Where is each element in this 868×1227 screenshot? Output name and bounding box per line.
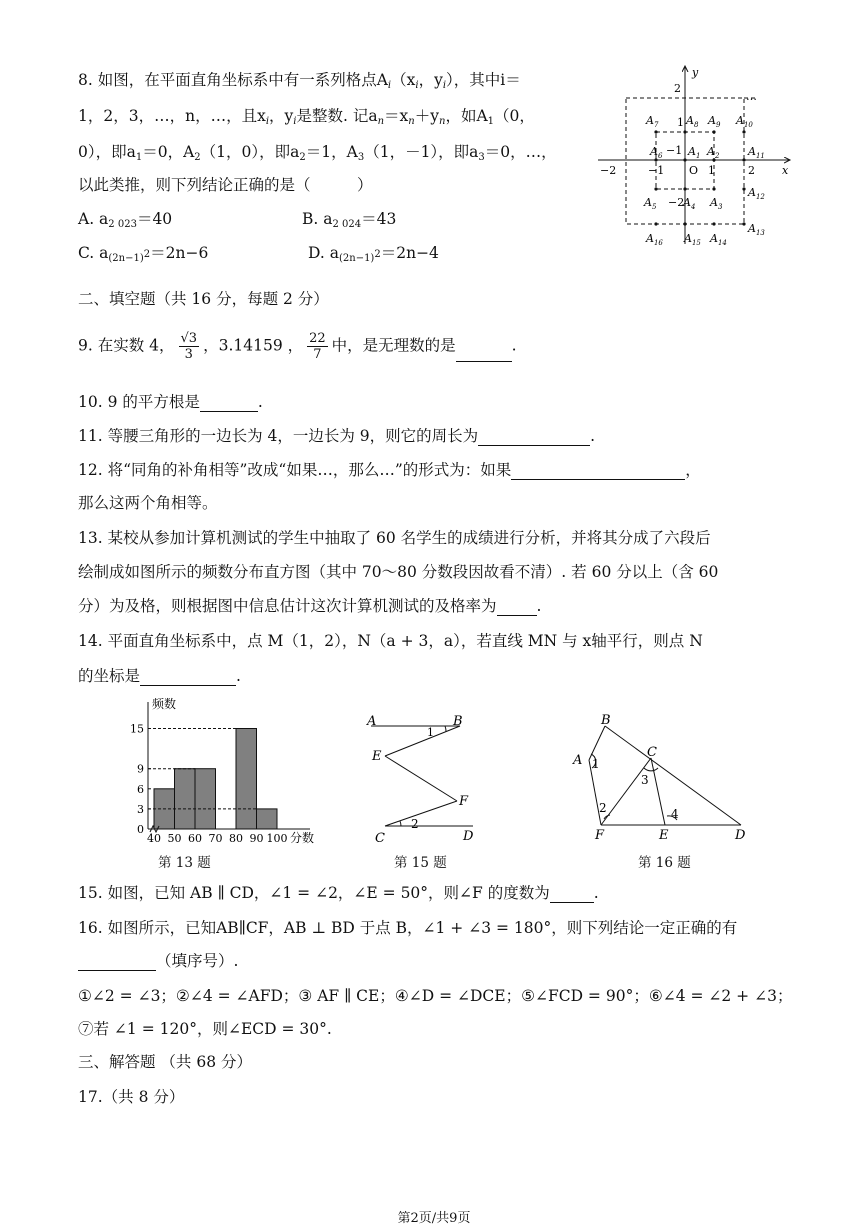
- svg-text:2: 2: [748, 164, 755, 177]
- q16-line4: ⑦若 ∠1 = 120°，则∠ECD = 30°.: [78, 1020, 332, 1038]
- svg-text:A10: $A_{10}$: [736, 114, 753, 129]
- svg-text:−1: −1: [666, 144, 683, 157]
- q16-line1: 16. 如图所示，已知AB∥CF，AB ⊥ BD 于点 B，∠1 + ∠3 = 180°，则下列结论一定正确的有: [78, 919, 738, 937]
- svg-text:O: O: [689, 164, 699, 177]
- q8-line1: 8. 如图，在平面直角坐标系中有一系列格点$A_i(x_i$，$y_i$），其中i＝: [78, 71, 521, 91]
- q8-line3: 0），即$a_1=0$，$A_2(1$，0），即$a_2=1$，$A_3(1$，－1），即$a_3=0$，…，: [78, 143, 557, 163]
- hist-x-tick: 100: [266, 832, 288, 845]
- fig15-caption: 第 15 题: [394, 855, 447, 871]
- svg-text:1: 1: [592, 757, 600, 771]
- q13-line3: 分）为及格，则根据图中信息估计这次计算机测试的及格率为 .: [78, 597, 542, 615]
- svg-text:2: 2: [599, 801, 607, 815]
- q8-option-a[interactable]: A. $a_{2 023}=40$: [78, 210, 173, 230]
- q15-answer-blank[interactable]: [550, 884, 594, 903]
- svg-text:A4: $A_4$: [683, 196, 696, 211]
- svg-text:A15: $A_{15}$: [684, 232, 701, 247]
- q8-line2: 1，2，3，…，n，…，且$x_i$，$y_i$是整数. 记$a_n=x_n+y_n$，如$A_1(0$，: [78, 107, 535, 127]
- svg-text:2: 2: [674, 82, 681, 95]
- q10-answer-blank[interactable]: [200, 393, 258, 412]
- label-d: D: [463, 829, 474, 844]
- svg-text:A9: $A_9$: [708, 114, 721, 129]
- fig16-figure: [565, 712, 755, 847]
- hist-x-tick: 90: [249, 832, 264, 845]
- q14-line2: 的坐标是 .: [78, 667, 241, 685]
- q8-option-c[interactable]: C. $a_{(2n-1)}2=2n-6$: [78, 244, 209, 264]
- svg-text:−2: −2: [600, 164, 617, 177]
- svg-text:A13: $A_{13}$: [748, 222, 765, 237]
- q14-answer-blank[interactable]: [140, 667, 236, 686]
- hist-y-tick: 3: [137, 802, 144, 816]
- svg-text:A5: $A_5$: [644, 196, 657, 211]
- hist-y-label: 频数: [152, 697, 177, 711]
- svg-text:1: 1: [677, 116, 684, 129]
- fig13-caption: 第 13 题: [158, 855, 211, 871]
- q16-line3: ①∠2 = ∠3；②∠4 = ∠AFD；③ AF ∥ CE；④∠D = ∠DCE；⑤∠FCD = 90°；⑥∠4 = ∠2 + ∠3；: [78, 987, 793, 1005]
- svg-text:A: A: [573, 753, 583, 768]
- fig13-histogram: [112, 692, 322, 852]
- line-be: [385, 726, 460, 756]
- q12-line2: 那么这两个角相等。: [78, 494, 218, 512]
- svg-text:F: F: [595, 828, 605, 843]
- svg-text:E: E: [659, 828, 669, 843]
- label-a: A: [367, 714, 377, 729]
- q12-line1: 12. 将“同角的补角相等”改成“如果…，那么…”的形式为：如果 ，: [78, 461, 701, 479]
- svg-text:A3: $A_3$: [710, 196, 723, 211]
- svg-text:x: x: [782, 164, 789, 177]
- line-ef: [385, 756, 457, 801]
- hist-bar: [257, 809, 278, 829]
- fig16-caption: 第 16 题: [638, 855, 691, 871]
- q13-line1: 13. 某校从参加计算机测试的学生中抽取了 60 名学生的成绩进行分析，并将其分成了六段后: [78, 529, 711, 547]
- hist-y-tick: 9: [137, 762, 144, 776]
- section-3-heading: 三、解答题 （共 68 分）: [78, 1053, 253, 1071]
- hist-bar: [195, 769, 216, 829]
- q9: 9. 在实数 4， $\frac{√3}{3}$ ，3.14159 ， $\frac{22}{7}$ 中，是无理数的是 .: [78, 331, 517, 362]
- svg-text:4: 4: [671, 807, 679, 821]
- q13-line2: 绘制成如图所示的频数分布直方图（其中 70～80 分数段因故看不清）. 若 60 分以上（含 60: [78, 563, 719, 581]
- label-b: B: [453, 714, 463, 729]
- line-ba: [589, 726, 605, 760]
- q17: 17.（共 8 分）: [78, 1088, 185, 1106]
- svg-text:C: C: [647, 745, 657, 760]
- svg-text:D: D: [735, 828, 746, 843]
- section-2-heading: 二、填空题（共 16 分，每题 2 分）: [78, 290, 329, 308]
- q8-option-d[interactable]: D. $a_{(2n-1)}2=2n-4$: [308, 244, 439, 264]
- svg-text:1: 1: [708, 164, 715, 177]
- label-c: C: [375, 831, 385, 846]
- q16-answer-blank[interactable]: [78, 952, 156, 971]
- svg-text:A1: $A_1$: [688, 145, 701, 160]
- q12-answer-blank[interactable]: [511, 461, 685, 480]
- hist-bar: [236, 729, 257, 830]
- svg-text:1: 1: [427, 726, 434, 739]
- svg-text:2: 2: [411, 817, 419, 831]
- hist-x-tick: 80: [229, 832, 243, 845]
- q11-answer-blank[interactable]: [478, 427, 590, 446]
- q10: 10. 9 的平方根是 .: [78, 393, 263, 411]
- q13-answer-blank[interactable]: [497, 597, 537, 616]
- svg-text:A2: $A_2$: [707, 145, 720, 160]
- q8-line4: 以此类推，则下列结论正确的是（ ）: [78, 176, 373, 194]
- svg-text:A11: $A_{11}$: [748, 145, 765, 160]
- hist-x-tick: 50: [167, 832, 182, 845]
- svg-text:…: …: [746, 90, 757, 103]
- svg-text:A8: $A_8$: [686, 114, 699, 129]
- q8-lattice-figure: [598, 62, 798, 252]
- q9-answer-blank[interactable]: [456, 343, 512, 362]
- line-fc: [385, 801, 457, 826]
- hist-x-tick: 40: [147, 832, 161, 845]
- fig15-figure: [365, 712, 480, 847]
- hist-y-tick: 6: [137, 782, 144, 796]
- q8-option-b[interactable]: B. $a_{2 024}=43$: [302, 210, 397, 230]
- hist-y-tick: 0: [137, 823, 144, 836]
- hist-x-label: 分数: [290, 831, 315, 845]
- svg-text:A14: $A_{14}$: [710, 232, 727, 247]
- svg-text:A12: $A_{12}$: [748, 186, 765, 201]
- q11: 11. 等腰三角形的一边长为 4，一边长为 9，则它的周长为 .: [78, 427, 596, 445]
- svg-text:A7: $A_7$: [646, 114, 659, 129]
- q15: 15. 如图，已知 AB ∥ CD，∠1 = ∠2，∠E = 50°，则∠F 的度数为 .: [78, 884, 599, 902]
- hist-y-tick: 15: [130, 722, 144, 736]
- svg-text:−1: −1: [648, 164, 665, 177]
- label-e: E: [372, 749, 382, 764]
- hist-x-tick: 60: [188, 832, 202, 845]
- page-footer: 第2页/共9页: [397, 1211, 471, 1226]
- svg-text:B: B: [601, 713, 611, 728]
- svg-text:−2: −2: [668, 196, 685, 209]
- svg-text:A16: $A_{16}$: [646, 232, 663, 247]
- svg-text:A6: $A_6$: [650, 145, 663, 160]
- q16-line2: （填序号）.: [78, 949, 238, 971]
- label-f: F: [459, 794, 469, 809]
- svg-text:3: 3: [641, 773, 649, 787]
- q14-line1: 14. 平面直角坐标系中，点 M（1，2），N（a + 3，a），若直线 MN 与 x轴平行，则点 N: [78, 632, 703, 650]
- svg-text:y: y: [692, 66, 699, 79]
- hist-bar: [175, 769, 196, 829]
- hist-x-tick: 70: [208, 832, 223, 845]
